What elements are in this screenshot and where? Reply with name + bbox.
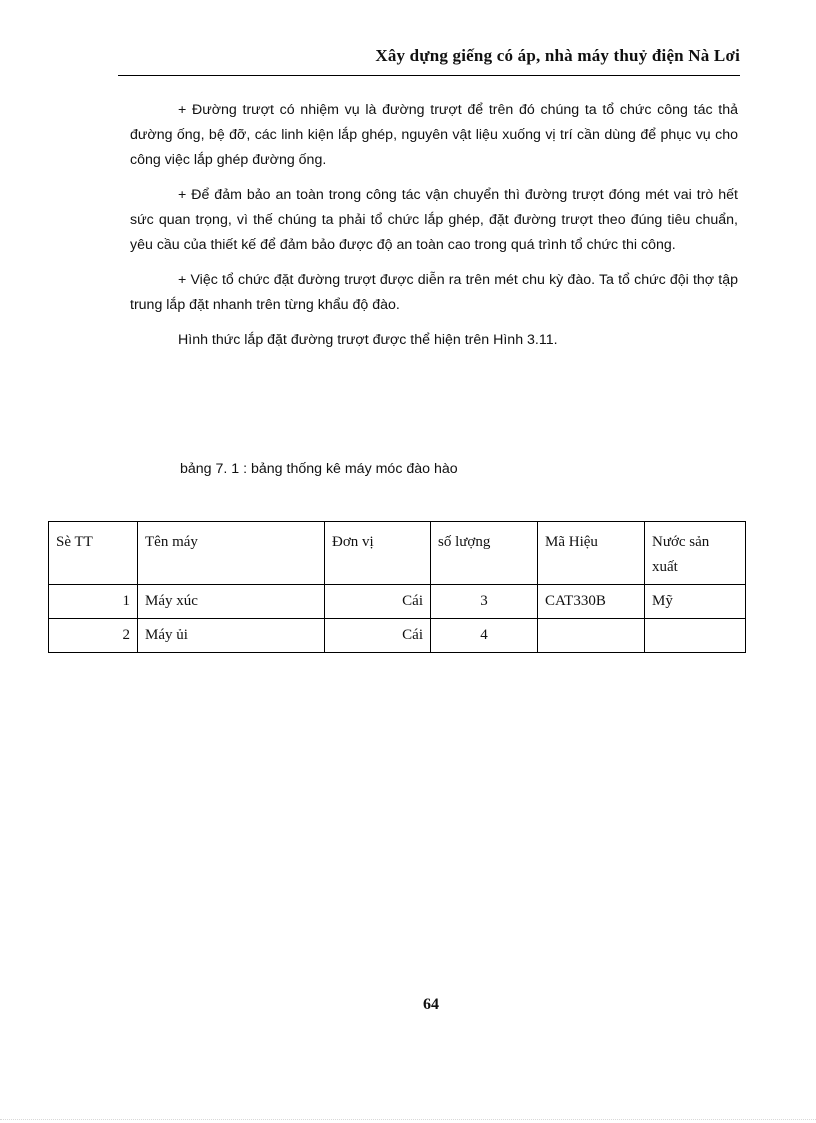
cell-origin (645, 619, 746, 653)
paragraph-figure-reference: Hình thức lắp đặt đường trượt được thể hiện trên Hình 3.11. (178, 332, 558, 348)
header-rule (118, 75, 740, 76)
header-cell-origin: Nước sản xuất (645, 522, 746, 585)
cell-stt: 1 (49, 585, 138, 619)
machine-statistics-table (48, 521, 746, 653)
paragraph-installation: + Việc tổ chức đặt đường trượt được diễn ra trên mét chu kỳ đào. Ta tổ chức đội thợ tập trung lắp đặt nhanh trên từng khẩu độ đào. (130, 272, 738, 313)
body-text (130, 98, 738, 363)
cell-quantity: 4 (431, 619, 538, 653)
paragraph-safety: + Để đảm bảo an toàn trong công tác vận chuyển thì đường trượt đóng mét vai trò hết sức quan trọng, vì thế chúng ta phải tổ chức lắp ghép, đặt đường trượt theo đúng tiêu chuẩn, yêu cầu của thiết kế để đảm bảo được độ an toàn cao trong quá trình tổ chức thi công. (130, 187, 738, 253)
cell-quantity: 3 (431, 585, 538, 619)
table-caption: bảng 7. 1 : bảng thống kê máy móc đào hào (180, 461, 458, 477)
table-header-row (49, 522, 746, 585)
cell-unit: Cái (325, 585, 431, 619)
cell-code: CAT330B (538, 585, 645, 619)
header-cell-stt: Sè TT (49, 522, 138, 585)
table-row (49, 585, 746, 619)
paragraph-slide-purpose: + Đường trượt có nhiệm vụ là đường trượt để trên đó chúng ta tổ chức công tác thả đường ống, bệ đỡ, các linh kiện lắp ghép, nguyên vật liệu xuống vị trí cần dùng để phục vụ cho công việc lắp ghép đường ống. (130, 102, 738, 168)
cell-machine-name: Máy ủi (138, 619, 325, 653)
page-number: 64 (423, 996, 439, 1013)
page-edge-divider (0, 1119, 816, 1120)
header-cell-code: Mã Hiệu (538, 522, 645, 585)
cell-code (538, 619, 645, 653)
cell-origin: Mỹ (645, 585, 746, 619)
table-row (49, 619, 746, 653)
cell-unit: Cái (325, 619, 431, 653)
cell-machine-name: Máy xúc (138, 585, 325, 619)
running-header: Xây dựng giếng có áp, nhà máy thuỷ điện Nà Lơi (375, 46, 740, 65)
header-cell-machine-name: Tên máy (138, 522, 325, 585)
header-cell-unit: Đơn vị (325, 522, 431, 585)
cell-stt: 2 (49, 619, 138, 653)
header-cell-quantity: số lượng (431, 522, 538, 585)
